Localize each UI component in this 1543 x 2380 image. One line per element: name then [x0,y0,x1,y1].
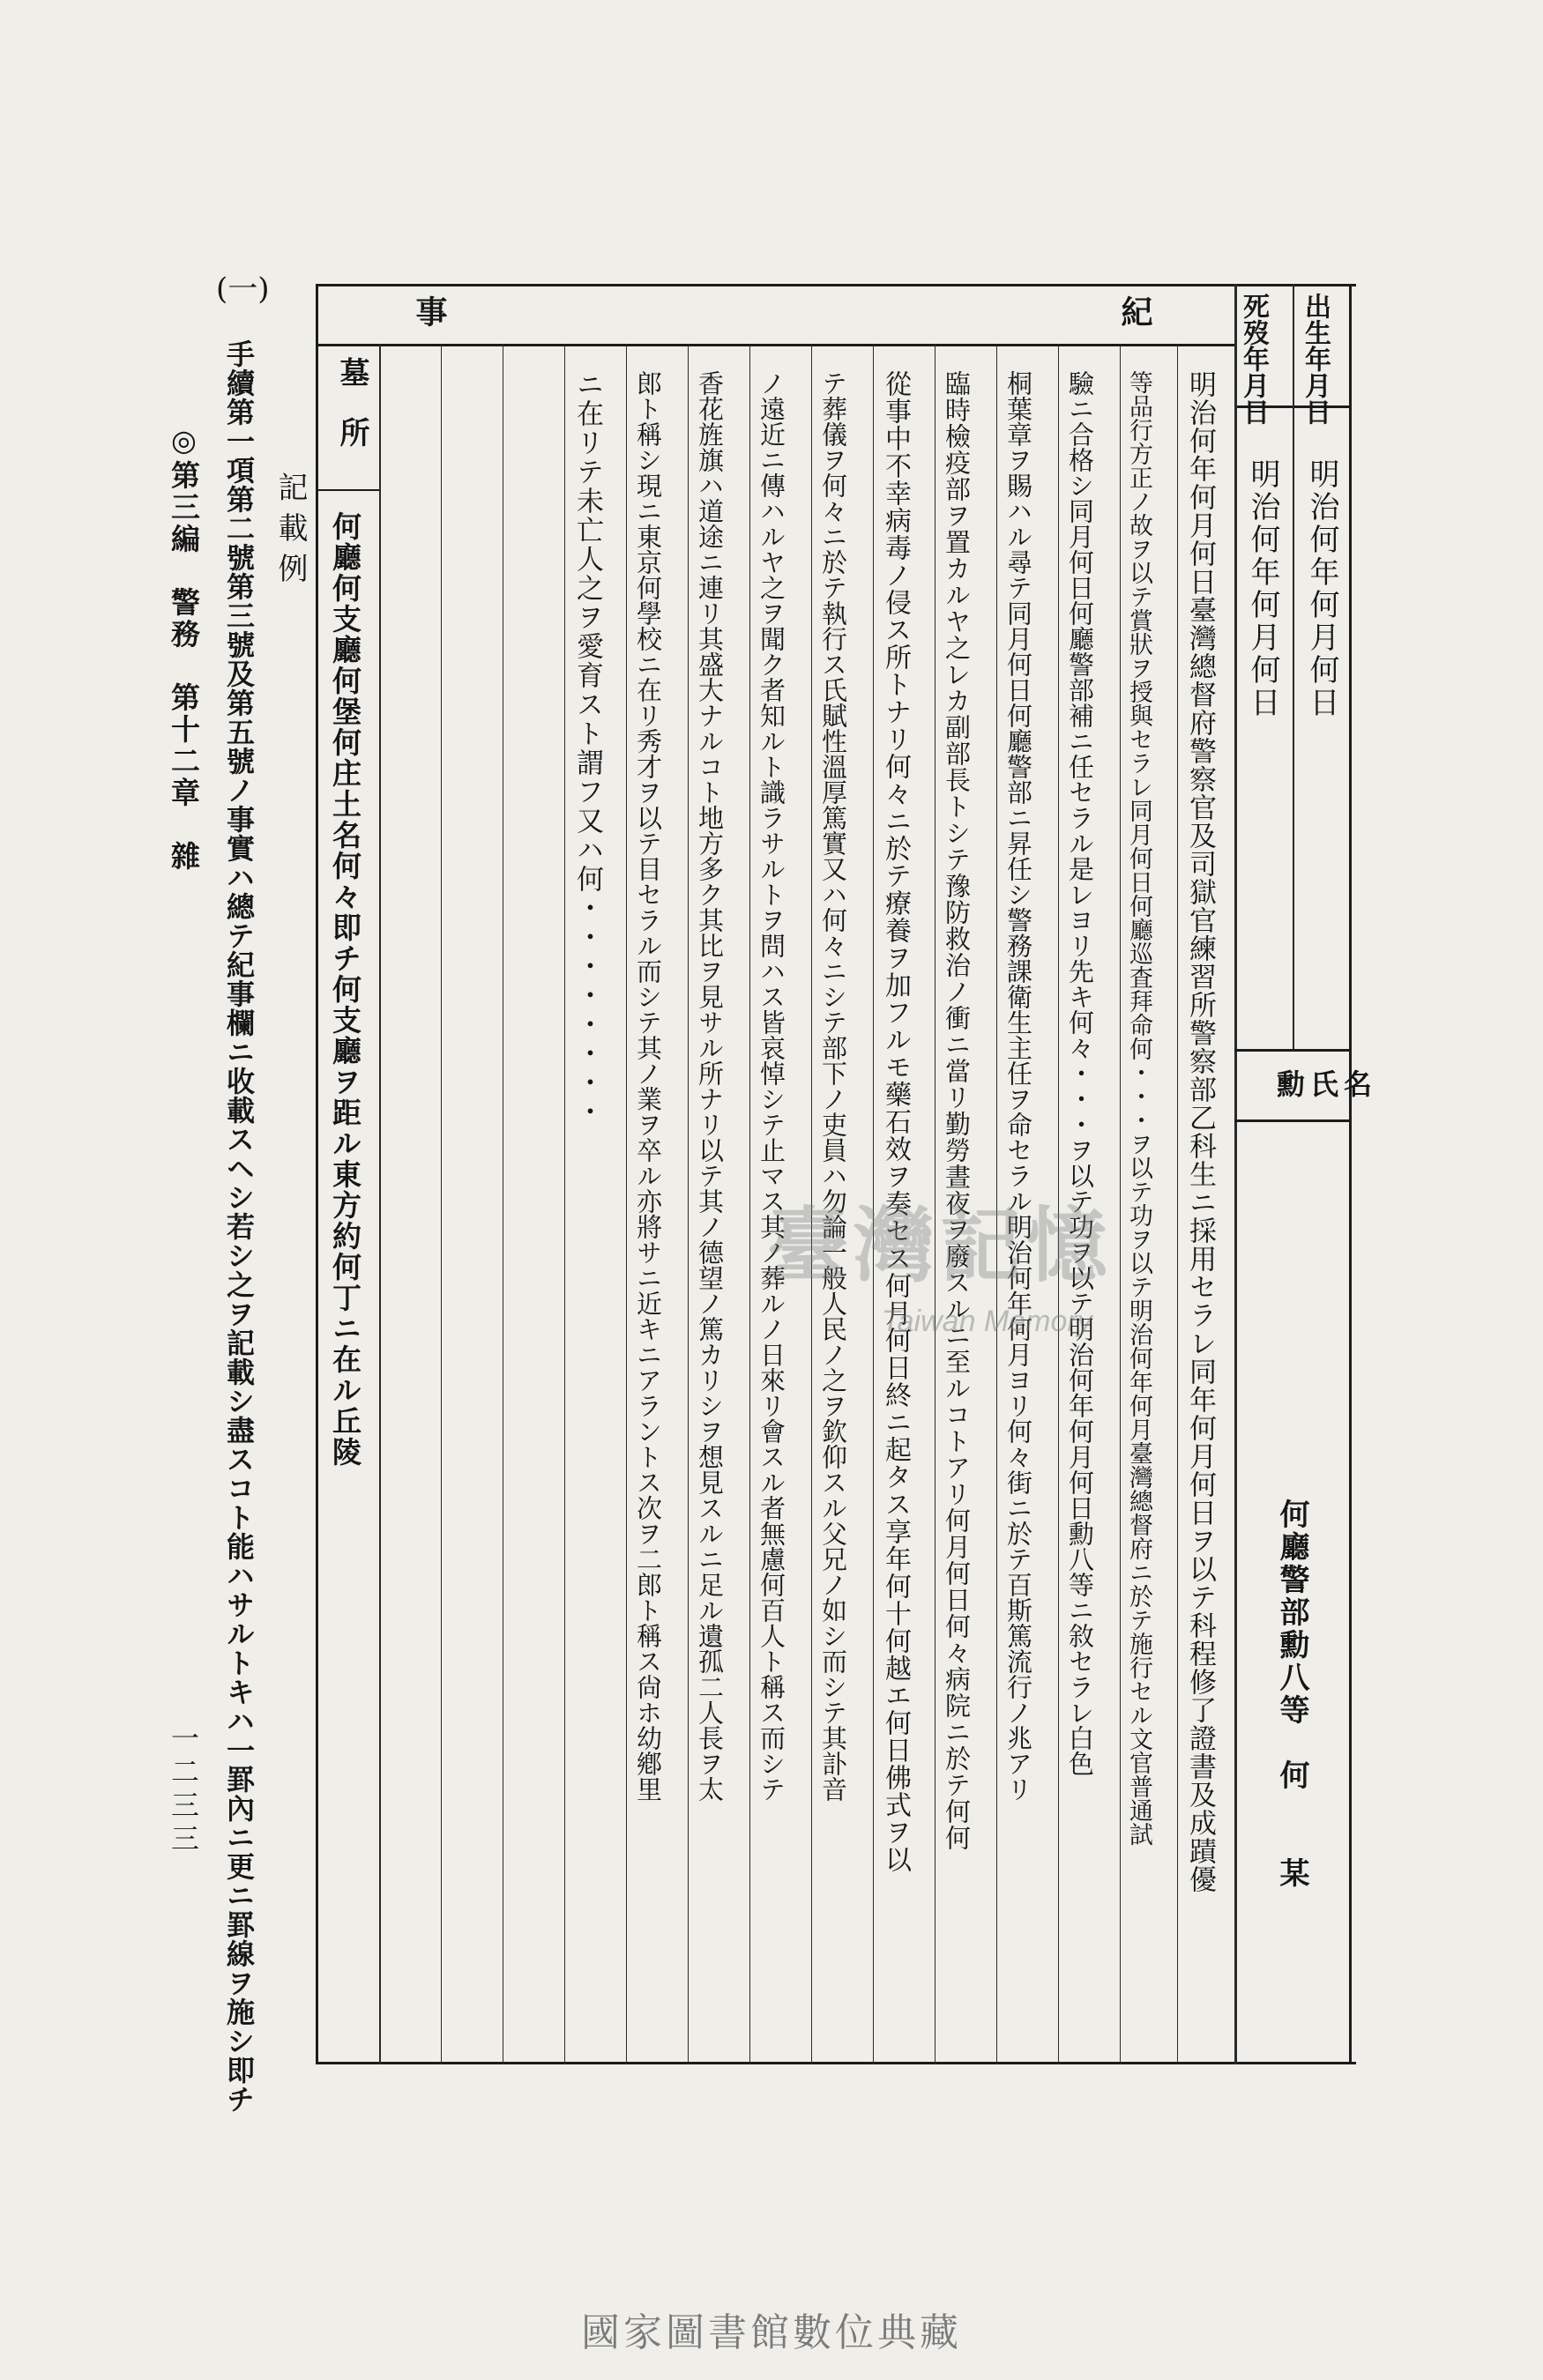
chronicle-line-8: ノ遠近ニ傳ハルヤ之ヲ聞ク者知ルト識ラサルトヲ問ハス皆哀悼シテ止マス其ノ葬ルノ日來リ會スル者無慮何百人ト稱ス而シテ [757,370,786,1802]
chronicle-line-4: 桐葉章ヲ賜ハル尋テ同月何日何廳警部ニ昇任シ警務課衛生主任ヲ命セラル明治何年何月ヨリ何々街ニ於テ百斯篤流行ノ兆アリ [1003,370,1033,1802]
page-number: 一二三三 [167,1723,200,1857]
chronicle-line-10: 郎ト稱シ現ニ東京何學校ニ在リ秀才ヲ以テ目セラル而シテ其ノ業ヲ卒ル亦將サニ近キニアラントス次ヲ二郎ト稱ス尙ホ幼鄕里 [633,370,663,1802]
grave-label-divider [316,489,379,491]
watermark-subtitle: Taiwan Memory [882,1305,1092,1338]
birth-death-column-line [1293,284,1294,1051]
rank-header-top [1234,1049,1352,1052]
chronicle-line-11: ニ在リテ未亡人之ヲ愛育スト謂フ又ハ何・・・・・・・・ [571,370,603,1127]
chronicle-line-1: 明治何年何月何日臺灣總督府警察官及司獄官練習所警察部乙科生ニ採用セラレ同年何月何日ヲ以テ科程修了證書及成蹟優 [1184,370,1216,1893]
chronicle-line-9: 香花旌旗ハ道途ニ連リ其盛大ナルコト地方多ク其比ヲ見サル所ナリ以テ其ノ德望ノ篤カリシヲ想見スルニ足ル遺孤二人長ヲ太 [695,370,725,1802]
birth-date: 明治何年何月何日 [1304,458,1339,719]
shi-header-label: 事 [411,295,448,327]
death-date: 明治何年何月何日 [1245,458,1280,719]
rule-line [626,344,627,2064]
rank-name-label: 勳氏名 [1277,1067,1378,1101]
procedure-note: 手續第一項第二號第三號及第五號ノ事實ハ總テ紀事欄ニ收載スヘシ若シ之ヲ記載シ盡スコト能ハサルトキハ一罫內ニ更ニ罫線ヲ施シ即チ [222,339,256,2114]
grave-location: 何廳何支廳何堡何庄土名何々即チ何支廳ヲ距ル東方約何丁ニ在ル丘陵 [328,511,362,1468]
rank-header-bottom [1234,1119,1352,1122]
header-divider [316,344,1237,346]
rule-line [1120,344,1121,2064]
birth-label: 出生年月日 [1300,293,1331,425]
example-heading: 記載例 [272,472,308,593]
chronicle-line-5: 臨時檢疫部ヲ置カルヤ之レカ副部長トシテ豫防救治ノ衝ニ當リ勤勞晝夜ヲ廢スルニ至ルコトアリ何月何日何々病院ニ於テ何何 [942,370,972,1851]
chronicle-header-label: 紀 [1116,295,1153,327]
record-table-right-border [1349,284,1352,2064]
rule-line [749,344,750,2064]
grave-column-line [379,344,381,2064]
rule-line [564,344,565,2064]
rule-line [441,344,442,2064]
chronicle-line-2: 等品行方正ノ故ヲ以テ賞狀ヲ授與セラレ同月何日何廳巡査拜命何・・・ヲ以テ功ヲ以テ明治何年何月臺灣總督府ニ於テ施行セル文官普通試 [1125,370,1152,1846]
grave-label: 墓 所 [334,357,369,447]
footer-credit: 國家圖書館數位典藏 [581,2310,962,2355]
rule-line [1177,344,1178,2064]
death-label: 死歿年月日 [1238,293,1269,425]
watermark-logo: 臺灣記憶 [767,1198,1114,1293]
chronicle-line-7: テ葬儀ヲ何々ニ於テ執行ス氏賦性溫厚篤實又ハ何々ニシテ部下ノ吏員ハ勿論一般人民ノ之ヲ欽仰スル父兄ノ如シ而シテ其訃音 [818,370,848,1802]
rank-name-value: 何廳警部勳八等 何 某 [1274,1499,1309,1890]
chronicle-line-6: 從事中不幸病毒ノ侵ス所トナリ何々ニ於テ療養ヲ加フルモ藥石效ヲ奏セス何月何日終ニ起タス享年何十何越エ何日佛式ヲ以 [880,370,911,1873]
chronicle-line-3: 驗ニ合格シ同月何日何廳警部補ニ任セラル是レヨリ先キ何々・・・ヲ以テ功ヲ以テ明治何年何月何日勳八等ニ敘セラレ白色 [1065,370,1095,1776]
section-number: (一) [216,271,270,307]
chapter-heading: ◎第三編 警務 第十二章 雜 [167,423,201,873]
rule-line [688,344,689,2064]
chronicle-boundary-line [1234,284,1237,2064]
